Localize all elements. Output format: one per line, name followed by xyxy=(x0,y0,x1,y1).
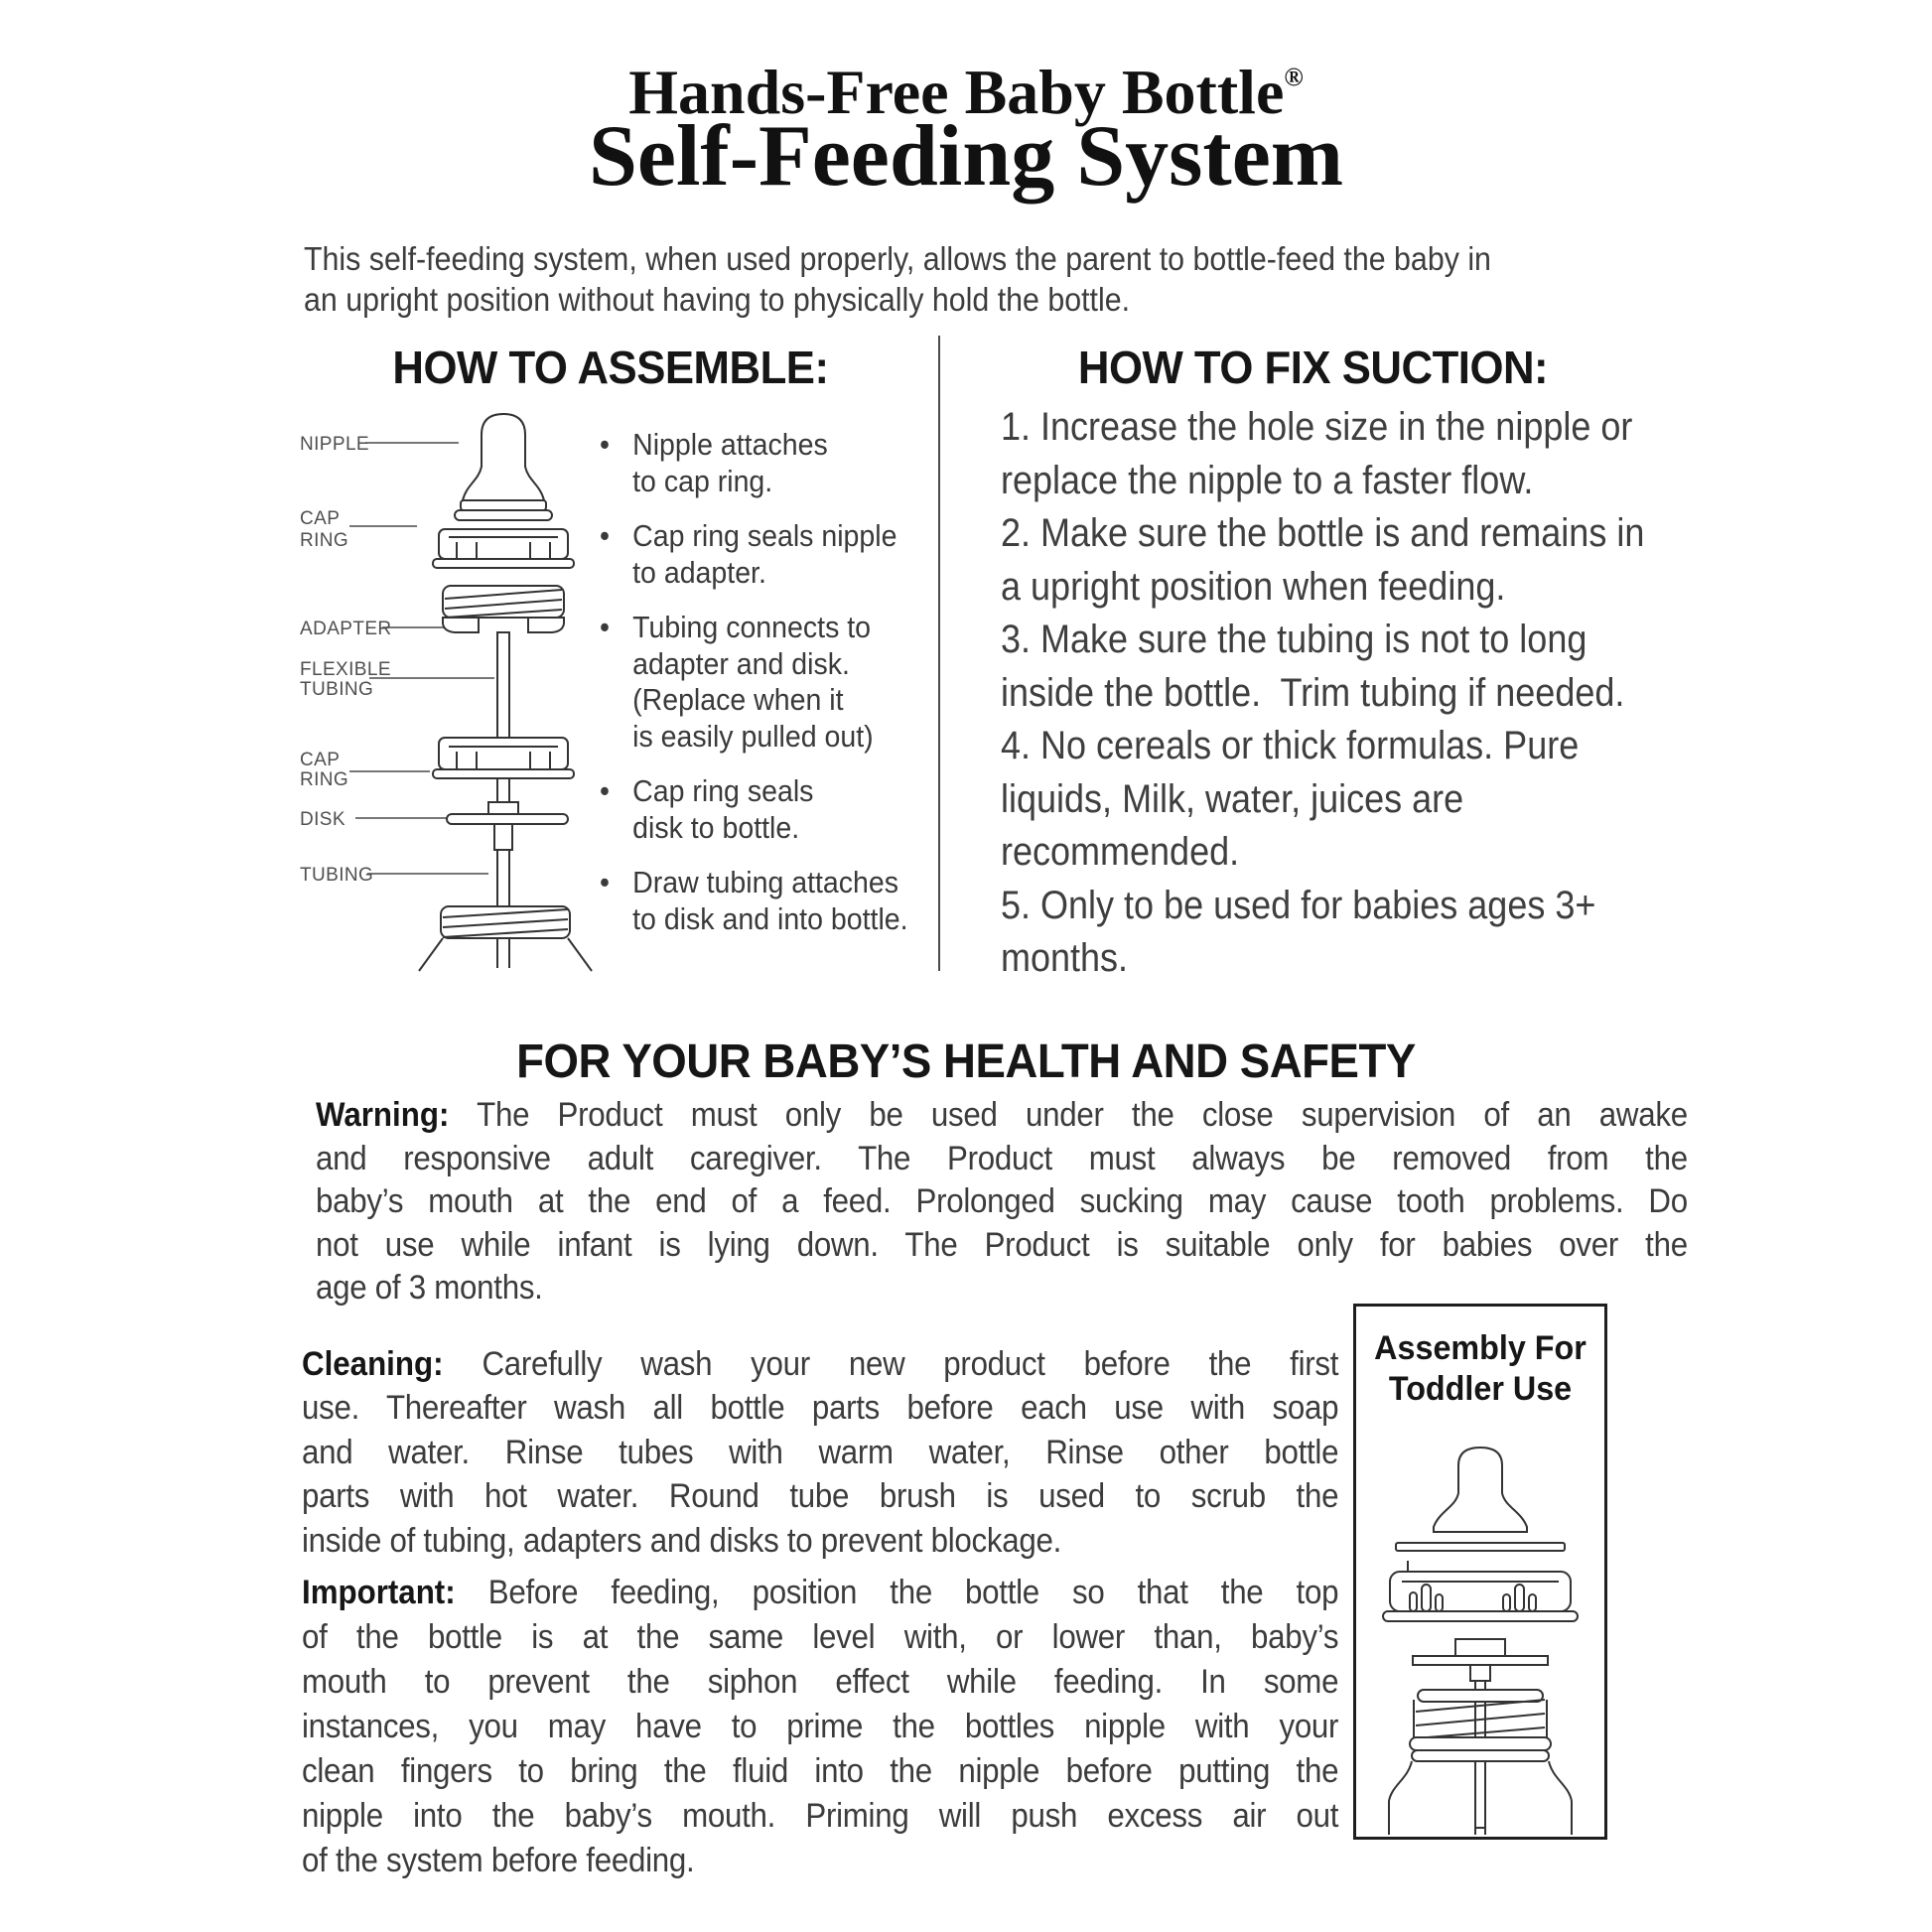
toddler-cap-ring-lip xyxy=(1383,1611,1578,1621)
bullet-line: is easily pulled out) xyxy=(632,718,874,754)
suction-step-line: 3. Make sure the tubing is not to long xyxy=(1001,618,1587,661)
label-flexible-tubing-2: TUBING xyxy=(300,679,374,700)
brand-name: Hands-Free Baby Bottle xyxy=(628,57,1285,127)
toddler-title-line: Toddler Use xyxy=(1388,1370,1573,1408)
paragraph-line xyxy=(302,1342,1338,1386)
bullet-line: disk to bottle. xyxy=(632,809,800,845)
adapter-foot-right xyxy=(528,618,564,632)
warning-label: Warning: xyxy=(316,1096,450,1134)
toddler-cap-rib xyxy=(1515,1585,1524,1611)
nipple-flange xyxy=(455,510,552,520)
page-title-product: Self-Feeding System xyxy=(588,108,1344,205)
label-disk: DISK xyxy=(300,809,345,830)
list-item xyxy=(600,610,947,755)
bullet-line: Nipple attaches xyxy=(632,427,828,462)
label-cap-ring-1a: CAP xyxy=(300,508,341,529)
paragraph-line: and water. Rinse tubes with warm water, Rinse other bottle xyxy=(302,1433,1339,1471)
bullet-line: Cap ring seals nipple xyxy=(632,518,897,553)
toddler-cap-rib xyxy=(1503,1594,1510,1611)
tube-segment xyxy=(497,778,509,802)
suction-step-line: 1. Increase the hole size in the nipple or xyxy=(1001,405,1633,449)
heading-health-and-safety: FOR YOUR BABY’S HEALTH AND SAFETY xyxy=(516,1035,1416,1088)
toddler-tube-collar xyxy=(1470,1665,1490,1681)
bullet-icon: • xyxy=(600,610,610,644)
adapter-foot-left xyxy=(443,618,479,632)
warning-paragraph xyxy=(316,1094,1688,1311)
paragraph-line: and responsive adult caregiver. The Product must always be removed from the xyxy=(316,1139,1688,1177)
toddler-cap-rib xyxy=(1422,1585,1431,1611)
toddler-box-title xyxy=(1362,1328,1598,1410)
intro-paragraph xyxy=(304,238,1491,320)
list-item xyxy=(600,427,947,499)
label-flexible-tubing-1: FLEXIBLE xyxy=(300,659,391,680)
toddler-nipple xyxy=(1434,1448,1527,1532)
bullet-icon: • xyxy=(600,427,610,462)
toddler-disk-knob xyxy=(1455,1639,1505,1656)
list-item xyxy=(600,865,947,937)
label-cap-ring-1b: RING xyxy=(300,530,349,551)
cap-ring-2-lip xyxy=(433,769,574,778)
paragraph-line: use. Thereafter wash all bottle parts before each use with soap xyxy=(302,1389,1339,1428)
suction-step-line: months. xyxy=(1001,936,1129,980)
paragraph-line: clean fingers to bring the fluid into the nipple before putting the xyxy=(302,1752,1339,1790)
toddler-cap-rib xyxy=(1529,1594,1536,1611)
suction-step-line: recommended. xyxy=(1001,830,1240,874)
label-adapter: ADAPTER xyxy=(300,619,392,639)
bullet-icon: • xyxy=(600,773,610,808)
bullet-line: to disk and into bottle. xyxy=(632,900,908,936)
suction-step-line: 5. Only to be used for babies ages 3+ xyxy=(1001,883,1596,927)
bullet-line: Draw tubing attaches xyxy=(632,865,899,899)
disk-knob xyxy=(488,802,518,814)
suction-step-line: liquids, Milk, water, juices are xyxy=(1001,776,1464,821)
bullet-line: Tubing connects to xyxy=(632,610,872,644)
toddler-title-line: Assembly For xyxy=(1374,1329,1587,1367)
bullet-line: (Replace when it xyxy=(632,682,844,717)
draw-tubing xyxy=(497,850,509,906)
label-cap-ring-2a: CAP xyxy=(300,750,341,770)
label-nipple: NIPPLE xyxy=(300,434,369,455)
paragraph-line: of the bottle is at the same level with, or lower than, baby’s xyxy=(302,1618,1339,1656)
important-label: Important: xyxy=(302,1574,456,1611)
suction-step-line: inside the bottle. Trim tubing if needed. xyxy=(1001,670,1625,715)
toddler-neck-ring xyxy=(1410,1737,1551,1750)
flexible-tubing-drawing xyxy=(497,632,509,738)
paragraph-text: The Product must only be used under the close supervision of an awake xyxy=(477,1096,1688,1134)
paragraph-line: instances, you may have to prime the bottles nipple with your xyxy=(302,1708,1339,1745)
heading-how-to-assemble: HOW TO ASSEMBLE: xyxy=(392,342,829,393)
toddler-neck-ring xyxy=(1412,1750,1549,1761)
paragraph-line: not use while infant is lying down. The Product is suitable only for babies over the xyxy=(316,1225,1688,1264)
paragraph-line: baby’s mouth at the end of a feed. Prolonged sucking may cause tooth problems. Do xyxy=(316,1182,1688,1220)
intro-line: This self-feeding system, when used properly, allows the parent to bottle-feed the baby in xyxy=(304,240,1491,277)
funnel-line-left xyxy=(419,938,443,971)
list-item xyxy=(600,773,947,846)
paragraph-line: mouth to prevent the siphon effect while feeding. In some xyxy=(302,1663,1339,1701)
heading-how-to-fix-suction: HOW TO FIX SUCTION: xyxy=(1077,342,1549,393)
paragraph-text: Before feeding, position the bottle so that the top xyxy=(487,1574,1339,1611)
bullet-line: adapter and disk. xyxy=(632,645,850,681)
paragraph-line: age of 3 months. xyxy=(316,1269,543,1307)
important-paragraph xyxy=(302,1571,1338,1883)
bullet-line: to adapter. xyxy=(632,554,766,590)
bullet-line: Cap ring seals xyxy=(632,773,814,808)
bullet-line: to cap ring. xyxy=(632,463,773,498)
toddler-cap-rib xyxy=(1410,1592,1417,1611)
paragraph-line: nipple into the baby’s mouth. Priming will push excess air out xyxy=(302,1797,1339,1835)
nipple-drawing xyxy=(463,414,544,507)
paragraph-text: Carefully wash your new product before the first xyxy=(482,1345,1339,1383)
cleaning-paragraph xyxy=(302,1342,1338,1563)
paragraph-line: inside of tubing, adapters and disks to prevent blockage. xyxy=(302,1521,1062,1560)
fix-suction-list xyxy=(1001,401,1644,986)
suction-step-line: replace the nipple to a faster flow. xyxy=(1001,458,1534,502)
intro-line: an upright position without having to physically hold the bottle. xyxy=(304,281,1131,318)
suction-step-line: a upright position when feeding. xyxy=(1001,564,1506,609)
cap-ring-1-lip xyxy=(433,559,574,568)
toddler-plate xyxy=(1396,1543,1565,1551)
bullet-icon: • xyxy=(600,518,610,553)
paragraph-line: of the system before feeding. xyxy=(302,1842,695,1879)
list-item xyxy=(600,518,947,591)
label-cap-ring-2b: RING xyxy=(300,769,349,790)
label-tubing: TUBING xyxy=(300,865,374,886)
tube-collar xyxy=(494,824,512,850)
toddler-bottle-rim xyxy=(1418,1690,1543,1702)
nipple-base xyxy=(461,500,546,510)
assemble-bullet-list xyxy=(600,427,947,956)
cleaning-label: Cleaning: xyxy=(302,1345,444,1383)
toddler-bottle-shoulder-right xyxy=(1549,1761,1572,1835)
toddler-assembly-box xyxy=(1353,1304,1607,1840)
toddler-cap-rib xyxy=(1436,1594,1443,1611)
bullet-icon: • xyxy=(600,865,610,899)
paragraph-line xyxy=(316,1094,1688,1138)
registered-mark: ® xyxy=(1284,63,1304,91)
cap-ring-1 xyxy=(439,529,568,559)
paragraph-line: parts with hot water. Round tube brush is used to scrub the xyxy=(302,1477,1339,1516)
cap-ring-2 xyxy=(439,738,568,769)
paragraph-line xyxy=(302,1571,1338,1615)
funnel-line-right xyxy=(568,938,592,971)
toddler-assembly-diagram xyxy=(1356,1436,1604,1837)
suction-step-line: 2. Make sure the bottle is and remains in xyxy=(1001,511,1645,555)
toddler-bottle-shoulder-left xyxy=(1389,1761,1412,1835)
suction-step-line: 4. No cereals or thick formulas. Pure xyxy=(1001,724,1580,767)
toddler-disk-plate xyxy=(1413,1656,1548,1665)
disk-plate xyxy=(447,814,568,824)
